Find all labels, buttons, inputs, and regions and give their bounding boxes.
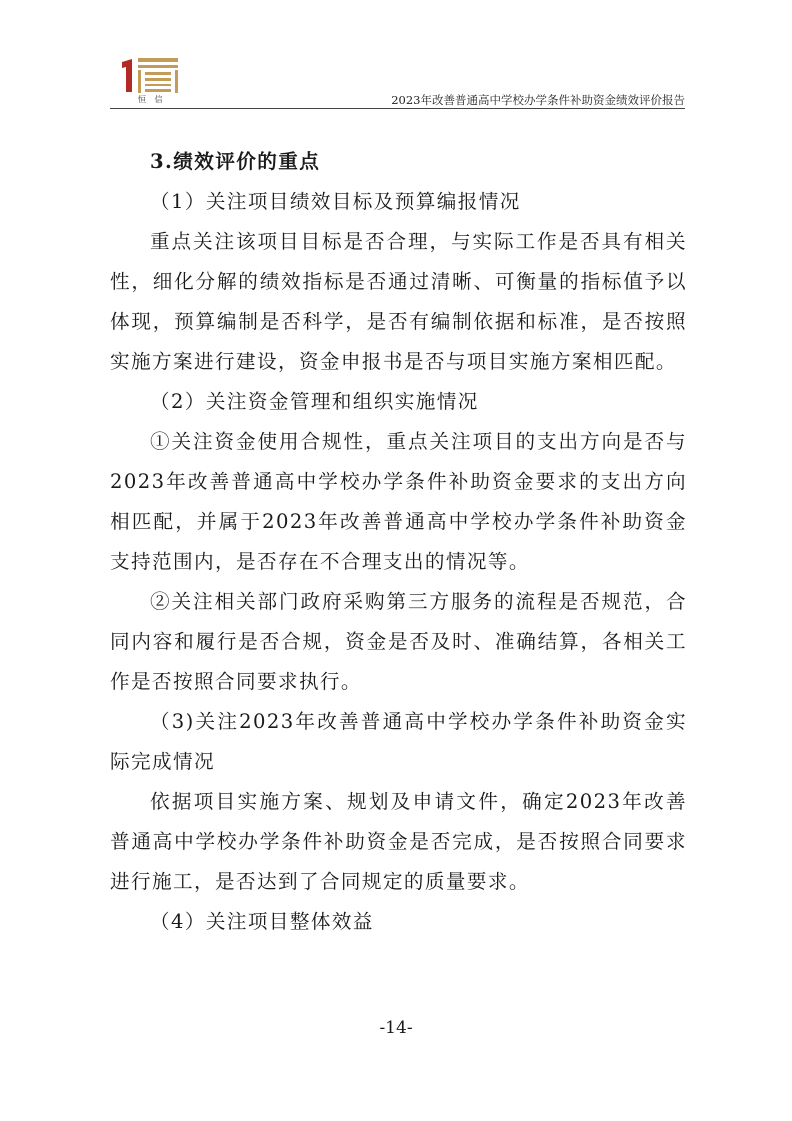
- subheading-2: （2）关注资金管理和组织实施情况: [150, 390, 479, 413]
- paragraph-3: 依据项目实施方案、规划及申请文件，确定2023年改善普通高中学校办学条件补助资金是否完成，是否按照合同要求进行施工，是否达到了合同规定的质量要求。: [110, 790, 687, 893]
- paragraph-2b: ②关注相关部门政府采购第三方服务的流程是否规范，合同内容和履行是否合规，资金是否及时、准确结算，各相关工作是否按照合同要求执行。: [110, 590, 687, 693]
- section-heading: 3.绩效评价的重点: [150, 150, 321, 173]
- paragraph-1: 重点关注该项目目标是否合理，与实际工作是否具有相关性，细化分解的绩效指标是否通过清晰、可衡量的指标值予以体现，预算编制是否科学，是否有编制依据和标准，是否按照实施方案进行建设，资金申报书是否与项目实施方案相匹配。: [110, 230, 687, 373]
- report-header-title: 2023年改善普通高中学校办学条件补助资金绩效评价报告: [391, 93, 685, 107]
- subheading-1: （1）关注项目绩效目标及预算编报情况: [150, 190, 521, 213]
- subheading-3: （3)关注2023年改善普通高中学校办学条件补助资金实际完成情况: [110, 710, 687, 773]
- header-divider: [110, 108, 685, 109]
- document-body: [110, 142, 687, 942]
- paragraph-2a: ①关注资金使用合规性，重点关注项目的支出方向是否与2023年改善普通高中学校办学条件补助资金要求的支出方向相匹配，并属于2023年改善普通高中学校办学条件补助资金支持范围内，是否存在不合理支出的情况等。: [110, 430, 687, 573]
- subheading-4: （4）关注项目整体效益: [150, 910, 374, 933]
- company-logo: [116, 56, 186, 106]
- page-number: -14-: [379, 1018, 413, 1038]
- logo-text: 恒 信: [138, 95, 166, 104]
- hengxin-logo-icon: [116, 56, 186, 96]
